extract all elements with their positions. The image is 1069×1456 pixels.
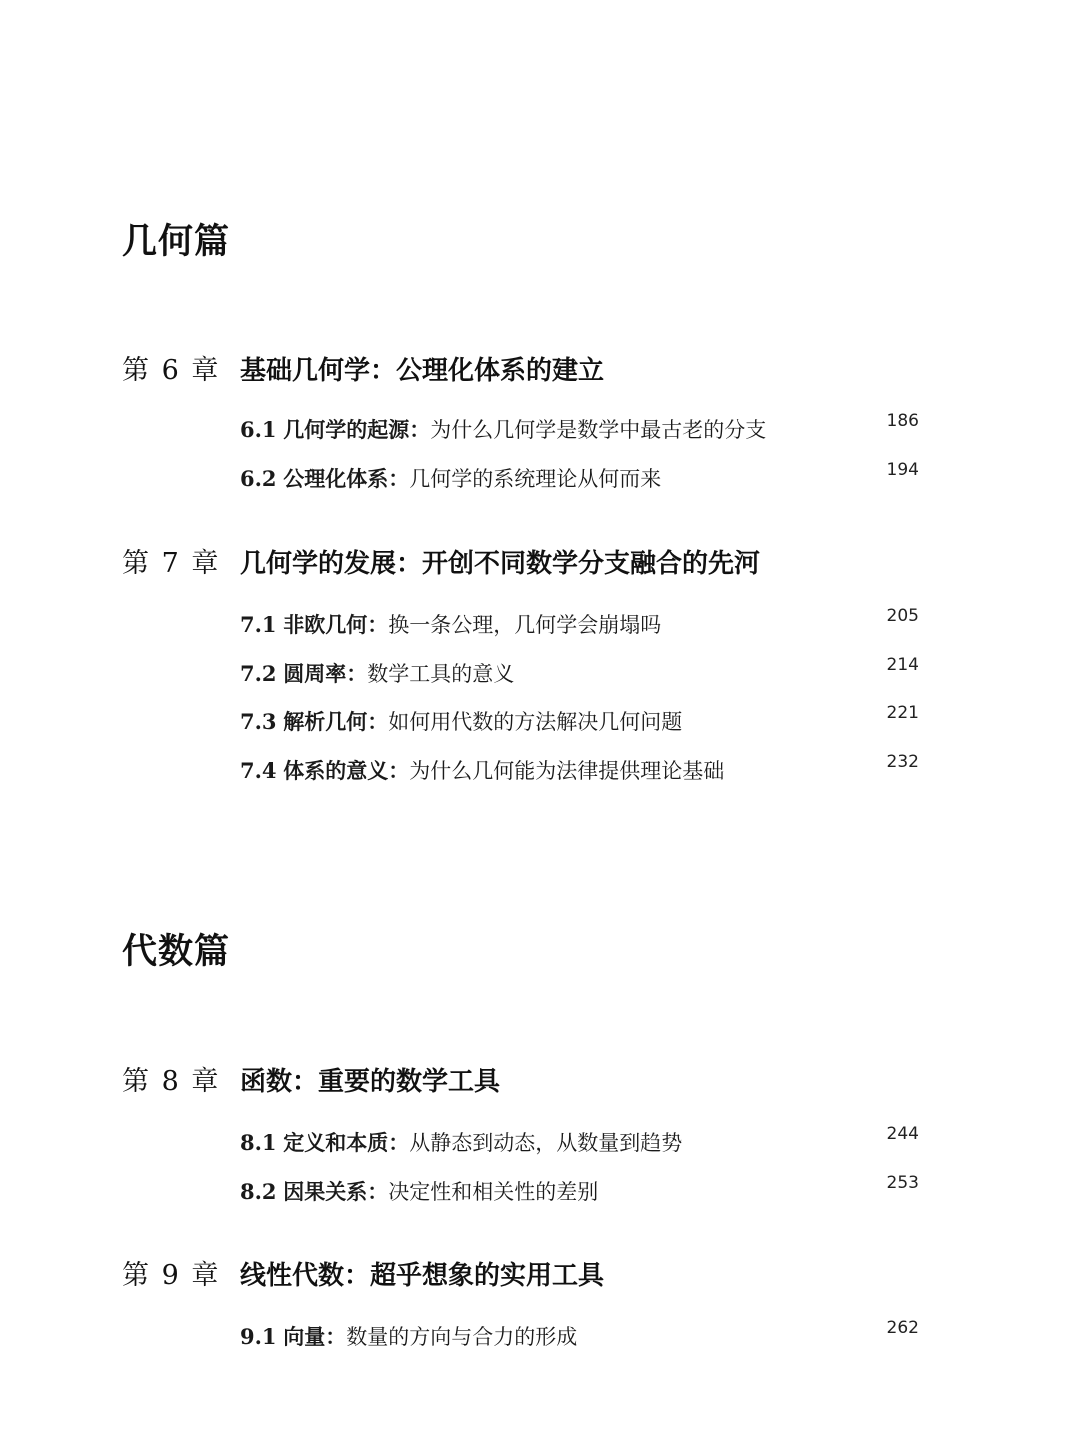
page-number: 221 <box>886 703 919 723</box>
section-number: 6.1 <box>240 417 277 442</box>
section-description: 数学工具的意义 <box>367 662 515 686</box>
section-number: 7.4 <box>240 758 277 783</box>
section-number: 7.2 <box>240 661 277 686</box>
section-description: 从静态到动态，从数量到趋势 <box>409 1131 683 1155</box>
section-number: 7.3 <box>240 709 277 734</box>
toc-entry[interactable] <box>240 1124 919 1157</box>
part-title-geometry: 几何篇 <box>122 222 231 262</box>
chapter-heading <box>122 1059 500 1098</box>
toc-entry[interactable] <box>240 411 919 444</box>
page-number: 244 <box>886 1124 919 1144</box>
toc-entry[interactable] <box>240 1173 919 1206</box>
section-name: 向量： <box>283 1325 347 1349</box>
section-name: 体系的意义： <box>283 759 410 783</box>
section-number: 7.1 <box>240 612 277 637</box>
section-number: 9.1 <box>240 1324 277 1349</box>
section-name: 定义和本质： <box>283 1131 410 1155</box>
toc-entry[interactable] <box>240 460 919 493</box>
chapter-heading <box>122 541 760 580</box>
section-description: 决定性和相关性的差别 <box>388 1180 599 1204</box>
section-description: 换一条公理，几何学会崩塌吗 <box>388 613 662 637</box>
page-number: 194 <box>886 460 919 480</box>
chapter-title: 几何学的发展：开创不同数学分支融合的先河 <box>240 549 761 579</box>
section-name: 因果关系： <box>283 1180 389 1204</box>
toc-entry[interactable] <box>240 606 919 639</box>
section-description: 为什么几何学是数学中最古老的分支 <box>430 418 767 442</box>
section-name: 圆周率： <box>283 662 368 686</box>
section-description: 几何学的系统理论从何而来 <box>409 467 662 491</box>
chapter-heading <box>122 348 604 387</box>
section-name: 解析几何： <box>283 710 389 734</box>
toc-entry[interactable] <box>240 703 919 736</box>
chapter-number: 第 8 章 <box>122 1066 221 1097</box>
chapter-title: 基础几何学：公理化体系的建立 <box>240 356 605 386</box>
page-number: 205 <box>886 606 919 626</box>
section-description: 为什么几何能为法律提供理论基础 <box>409 759 725 783</box>
section-description: 如何用代数的方法解决几何问题 <box>388 710 683 734</box>
chapter-title: 函数：重要的数学工具 <box>240 1067 501 1097</box>
page-number: 262 <box>886 1318 919 1338</box>
section-number: 6.2 <box>240 466 277 491</box>
toc-entry[interactable] <box>240 655 919 688</box>
toc-entry[interactable] <box>240 752 919 785</box>
page-number: 253 <box>886 1173 919 1193</box>
page-number: 186 <box>886 411 919 431</box>
section-number: 8.1 <box>240 1130 277 1155</box>
chapter-title: 线性代数：超乎想象的实用工具 <box>240 1261 605 1291</box>
toc-entry[interactable] <box>240 1318 919 1351</box>
section-description: 数量的方向与合力的形成 <box>346 1325 578 1349</box>
page-number: 214 <box>886 655 919 675</box>
section-name: 几何学的起源： <box>283 418 431 442</box>
chapter-number: 第 6 章 <box>122 355 221 386</box>
section-name: 非欧几何： <box>283 613 389 637</box>
section-number: 8.2 <box>240 1179 277 1204</box>
chapter-number: 第 9 章 <box>122 1260 221 1291</box>
chapter-number: 第 7 章 <box>122 548 221 579</box>
part-title-algebra: 代数篇 <box>122 932 231 972</box>
section-name: 公理化体系： <box>283 467 410 491</box>
chapter-heading <box>122 1253 604 1292</box>
page-number: 232 <box>886 752 919 772</box>
